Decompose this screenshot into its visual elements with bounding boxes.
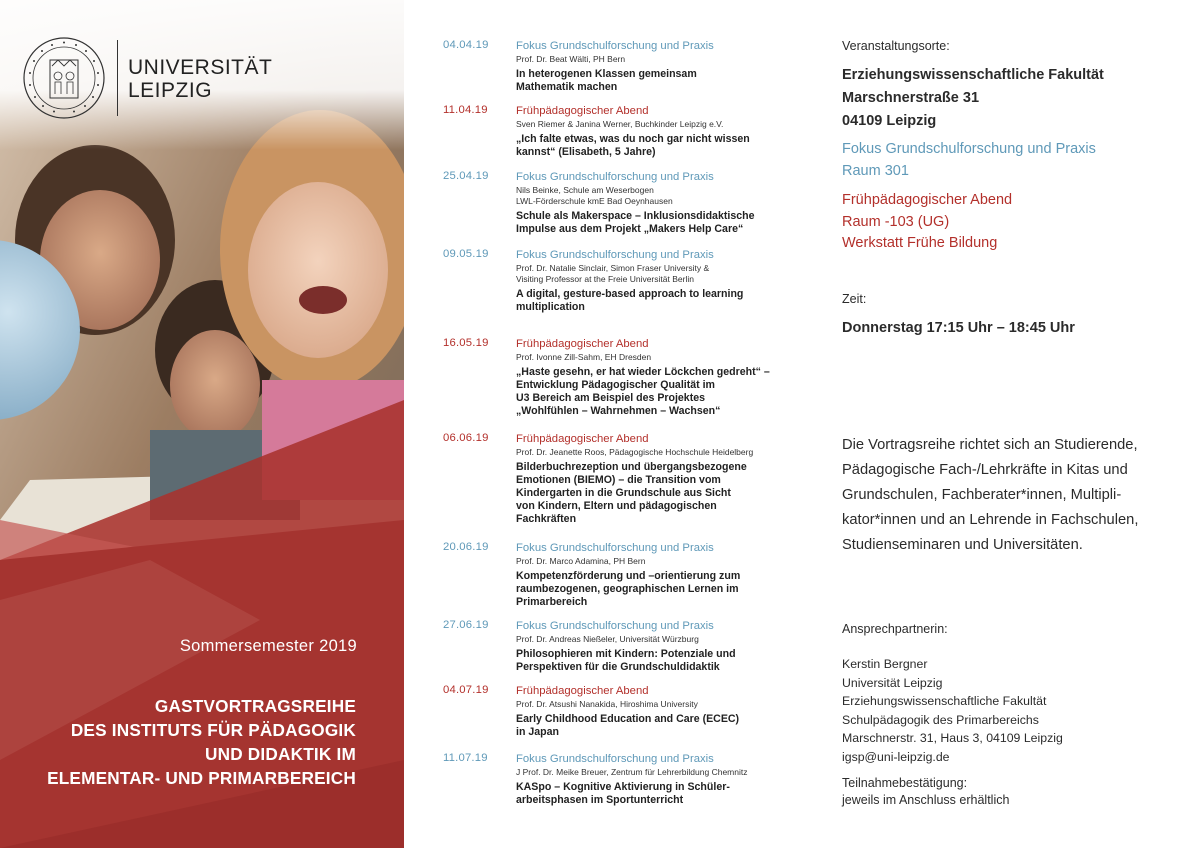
room-fokus-line: Raum 301 — [842, 162, 909, 179]
event-speaker: Prof. Dr. Beat Wälti, PH Bern — [516, 54, 626, 64]
info-column — [842, 0, 1162, 848]
event-body — [516, 39, 806, 94]
venue-line: Erziehungswissenschaftliche Fakultät — [842, 67, 1104, 83]
event-series: Frühpädagogischer Abend — [516, 338, 649, 350]
contact-line: Universität Leipzig — [842, 675, 943, 690]
university-name-line2: LEIPZIG — [128, 79, 213, 102]
event-title — [516, 68, 806, 94]
participation-text: jeweils im Anschluss erhältlich — [842, 793, 1010, 807]
event-title — [516, 781, 806, 807]
event-title-line: Emotionen (BIEMO) – die Transition vom — [516, 474, 721, 486]
event-title-line: Perspektiven für die Grundschuldidaktik — [516, 661, 720, 673]
event-body — [516, 684, 806, 739]
event-title-line: „Ich falte etwas, was du noch gar nicht wissen — [516, 133, 750, 145]
event-speaker: Prof. Dr. Andreas Nießeler, Universität Würzburg — [516, 634, 699, 644]
event-title — [516, 288, 806, 314]
event-date: 11.07.19 — [443, 752, 488, 764]
event-body — [516, 541, 806, 609]
room-frueh-line: Werkstatt Frühe Bildung — [842, 235, 998, 251]
event-series: Frühpädagogischer Abend — [516, 105, 649, 117]
event-date: 11.04.19 — [443, 104, 488, 116]
event-body — [516, 752, 806, 807]
event-title-line: Schule als Makerspace – Inklusionsdidaktische — [516, 210, 755, 222]
event-date: 25.04.19 — [443, 170, 489, 182]
event-title-line: Early Childhood Education and Care (ECEC) — [516, 713, 740, 725]
venue-line: 04109 Leipzig — [842, 113, 937, 129]
contact-line: Marschnerstr. 31, Haus 3, 04109 Leipzig — [842, 731, 1063, 745]
contact-email[interactable]: igsp@uni-leipzig.de — [842, 749, 950, 764]
event-series: Frühpädagogischer Abend — [516, 685, 649, 697]
event-series: Frühpädagogischer Abend — [516, 433, 649, 445]
event-date: 20.06.19 — [443, 541, 489, 553]
event-speaker: Sven Riemer & Janina Werner, Buchkinder Leipzig e.V. — [516, 119, 724, 129]
event-date: 27.06.19 — [443, 619, 489, 631]
audience-line: kator*innen und an Lehrende in Fachschulen, — [842, 512, 1139, 528]
room-fokus — [842, 139, 1096, 182]
contact-line: Erziehungswissenschaftliche Fakultät — [842, 694, 1047, 708]
event-title — [516, 210, 806, 236]
room-fokus-line: Fokus Grundschulforschung und Praxis — [842, 141, 1096, 157]
event-speaker: Nils Beinke, Schule am Weserbogen — [516, 185, 654, 195]
event-title — [516, 713, 806, 739]
event-title — [516, 570, 806, 609]
event-speaker: Prof. Ivonne Zill-Sahm, EH Dresden — [516, 352, 652, 362]
semester-label: Sommersemester 2019 — [179, 637, 357, 655]
event-body — [516, 619, 806, 674]
event-title-line: U3 Bereich am Beispiel des Projektes — [516, 392, 706, 404]
event-title-line: kannst“ (Elisabeth, 5 Jahre) — [516, 146, 656, 158]
event-speaker: LWL-Förderschule kmE Bad Oeynhausen — [516, 196, 673, 206]
event-speaker: J Prof. Dr. Meike Breuer, Zentrum für Lehrerbildung Chemnitz — [516, 767, 748, 777]
audience-line: Grundschulen, Fachberater*innen, Multipli- — [842, 487, 1122, 503]
event-body — [516, 432, 806, 526]
event-title — [516, 461, 806, 526]
event-title-line: Primarbereich — [516, 596, 588, 608]
event-speaker: Prof. Dr. Natalie Sinclair, Simon Fraser University & — [516, 263, 710, 273]
event-speaker: Prof. Dr. Atsushi Nanakida, Hiroshima University — [516, 699, 698, 709]
event-date: 04.07.19 — [443, 684, 489, 696]
audience-line: Pädagogische Fach-/Lehrkräfte in Kitas und — [842, 462, 1128, 478]
event-title-line: Mathematik machen — [516, 81, 618, 93]
event-title-line: KASpo – Kognitive Aktivierung in Schüler- — [516, 781, 730, 793]
contact-block — [842, 655, 1063, 766]
event-title-line: von Kindern, Eltern und pädagogischen — [516, 500, 717, 512]
event-series: Fokus Grundschulforschung und Praxis — [516, 620, 714, 632]
event-title-line: Impulse aus dem Projekt „Makers Help Care“ — [516, 223, 744, 235]
room-frueh-line: Frühpädagogischer Abend — [842, 192, 1013, 208]
audience-line: Die Vortragsreihe richtet sich an Studierende, — [842, 437, 1138, 453]
contact-line: Kerstin Bergner — [842, 657, 928, 671]
event-date: 09.05.19 — [443, 248, 489, 260]
venue-line: Marschnerstraße 31 — [842, 90, 980, 106]
time-label: Zeit: — [842, 292, 867, 306]
event-title-line: Kindergarten in die Grundschule aus Sicht — [516, 487, 731, 499]
event-series: Fokus Grundschulforschung und Praxis — [516, 171, 714, 183]
venue-address — [842, 64, 1104, 133]
audience-line: Studienseminaren und Universitäten. — [842, 537, 1083, 553]
event-series: Fokus Grundschulforschung und Praxis — [516, 40, 714, 52]
contact-line: Schulpädagogik des Primarbereichs — [842, 712, 1039, 727]
event-title-line: In heterogenen Klassen gemeinsam — [516, 68, 697, 80]
event-title — [516, 133, 806, 159]
event-series: Fokus Grundschulforschung und Praxis — [516, 542, 714, 554]
event-title — [516, 648, 806, 674]
series-title-line: UND DIDAKTIK IM — [205, 744, 356, 764]
event-series: Fokus Grundschulforschung und Praxis — [516, 753, 714, 765]
event-body — [516, 170, 806, 236]
event-speaker: Prof. Dr. Jeanette Roos, Pädagogische Hochschule Heidelberg — [516, 447, 754, 457]
event-title-line: A digital, gesture-based approach to learning — [516, 288, 744, 300]
contact-label: Ansprechpartnerin: — [842, 622, 948, 636]
room-frueh-line: Raum -103 (UG) — [842, 213, 950, 230]
event-body — [516, 337, 806, 418]
event-title-line: Entwicklung Pädagogischer Qualität im — [516, 379, 715, 391]
event-title — [516, 366, 806, 418]
time-value: Donnerstag 17:15 Uhr – 18:45 Uhr — [842, 320, 1075, 336]
series-title-line: GASTVORTRAGSREIHE — [154, 696, 356, 716]
series-title-line: ELEMENTAR- UND PRIMARBEREICH — [47, 768, 356, 788]
event-body — [516, 104, 806, 159]
event-date: 06.06.19 — [443, 432, 489, 444]
event-title-line: multiplication — [516, 301, 585, 313]
event-speaker: Prof. Dr. Marco Adamina, PH Bern — [516, 556, 646, 566]
event-title-line: Bilderbuchrezeption und übergangsbezogene — [516, 461, 747, 473]
event-title-line: in Japan — [516, 726, 559, 738]
event-title-line: „Wohlfühlen – Wahrnehmen – Wachsen“ — [516, 405, 721, 417]
event-title-line: „Haste gesehn, er hat wieder Löckchen gedreht“ – — [516, 366, 770, 378]
event-series: Fokus Grundschulforschung und Praxis — [516, 249, 714, 261]
event-date: 04.04.19 — [443, 39, 489, 51]
room-frueh — [842, 190, 1012, 255]
audience-text — [842, 433, 1158, 558]
event-date: 16.05.19 — [443, 337, 489, 349]
event-body — [516, 248, 806, 314]
event-title-line: arbeitsphasen im Sportunterricht — [516, 794, 684, 806]
university-name-line1: UNIVERSITÄT — [128, 56, 273, 79]
event-title-line: Philosophieren mit Kindern: Potenziale und — [516, 648, 736, 660]
event-title-line: raumbezogenen, geographischen Lernen im — [516, 583, 739, 595]
event-title-line: Kompetenzförderung und –orientierung zum — [516, 570, 741, 582]
series-title-line: DES INSTITUTS FÜR PÄDAGOGIK — [70, 720, 356, 740]
venue-label: Veranstaltungsorte: — [842, 39, 950, 53]
event-speaker: Visiting Professor at the Freie Universität Berlin — [516, 274, 694, 284]
participation-label: Teilnahmebestätigung: — [842, 776, 968, 790]
event-title-line: Fachkräften — [516, 513, 577, 525]
